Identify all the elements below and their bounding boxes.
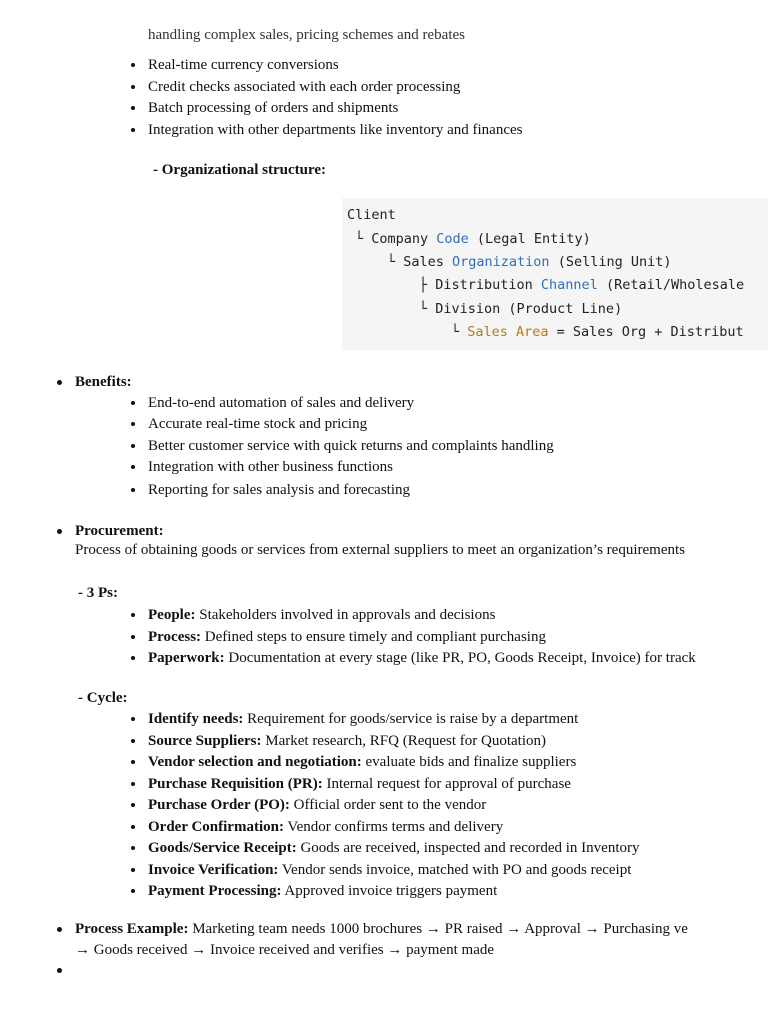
procurement-description: Process of obtaining goods or services from external suppliers to meet an organization’s requirements: [75, 542, 685, 558]
bullet-icon: [131, 106, 135, 110]
org-structure-heading: - Organizational structure:: [153, 162, 327, 178]
list-item: Integration with other business functions: [148, 459, 393, 475]
bullet-icon: [57, 968, 62, 973]
bullet-icon: [131, 85, 135, 89]
cycle-heading: - Cycle:: [78, 690, 128, 706]
bullet-icon: [131, 656, 135, 660]
list-item: Reporting for sales analysis and forecasting: [148, 482, 411, 498]
list-item: Purchase Requisition (PR): Internal request for approval of purchase: [148, 776, 571, 792]
list-item: Credit checks associated with each order processing: [148, 79, 461, 95]
list-item: End-to-end automation of sales and delivery: [148, 395, 415, 411]
code-line: └ Sales Area = Sales Org + Distribut: [451, 324, 744, 340]
bullet-icon: [57, 380, 62, 385]
list-item: Real-time currency conversions: [148, 57, 339, 73]
list-item: Process: Defined steps to ensure timely and compliant purchasing: [148, 629, 546, 645]
list-item: Order Confirmation: Vendor confirms terms and delivery: [148, 819, 504, 835]
bullet-icon: [131, 868, 135, 872]
bullet-icon: [131, 635, 135, 639]
benefits-title: Benefits:: [75, 374, 132, 390]
list-item: Integration with other departments like inventory and finances: [148, 122, 523, 138]
list-item: Batch processing of orders and shipments: [148, 100, 399, 116]
bullet-icon: [131, 739, 135, 743]
bullet-icon: [131, 889, 135, 893]
list-item: Purchase Order (PO): Official order sent to the vendor: [148, 797, 487, 813]
list-item: Invoice Verification: Vendor sends invoice, matched with PO and goods receipt: [148, 862, 632, 878]
process-example-continued: → Goods received → Invoice received and verifies → payment made: [75, 942, 495, 958]
code-line: ├ Distribution Channel (Retail/Wholesale: [419, 277, 745, 293]
bullet-icon: [131, 422, 135, 426]
list-item: Accurate real-time stock and pricing: [148, 416, 368, 432]
bullet-icon: [131, 825, 135, 829]
code-line: └ Sales Organization (Selling Unit): [387, 254, 672, 270]
process-example: Process Example: Marketing team needs 1000 brochures → PR raised → Approval → Purchasing ve: [75, 921, 688, 937]
bullet-icon: [131, 782, 135, 786]
clipped-line: handling complex sales, pricing schemes and rebates: [148, 27, 465, 43]
bullet-icon: [131, 465, 135, 469]
bullet-icon: [131, 760, 135, 764]
bullet-icon: [131, 613, 135, 617]
three-ps-heading: - 3 Ps:: [78, 585, 118, 601]
bullet-icon: [131, 488, 135, 492]
code-line: Client: [347, 207, 396, 223]
bullet-icon: [57, 927, 62, 932]
list-item: Source Suppliers: Market research, RFQ (Request for Quotation): [148, 733, 547, 749]
list-item: Vendor selection and negotiation: evaluate bids and finalize suppliers: [148, 754, 577, 770]
procurement-title: Procurement:: [75, 523, 164, 539]
code-line: └ Company Code (Legal Entity): [355, 231, 591, 247]
bullet-icon: [131, 803, 135, 807]
bullet-icon: [131, 63, 135, 67]
list-item: People: Stakeholders involved in approvals and decisions: [148, 607, 496, 623]
code-line: └ Division (Product Line): [419, 301, 623, 317]
bullet-icon: [131, 401, 135, 405]
list-item: Goods/Service Receipt: Goods are received, inspected and recorded in Inventory: [148, 840, 640, 856]
org-structure-code-block: [342, 198, 768, 350]
list-item: Identify needs: Requirement for goods/service is raise by a department: [148, 711, 579, 727]
list-item: Payment Processing: Approved invoice triggers payment: [148, 883, 498, 899]
bullet-icon: [131, 444, 135, 448]
bullet-icon: [57, 529, 62, 534]
bullet-icon: [131, 717, 135, 721]
bullet-icon: [131, 846, 135, 850]
list-item: Paperwork: Documentation at every stage (like PR, PO, Goods Receipt, Invoice) for track: [148, 650, 696, 666]
list-item: Better customer service with quick returns and complaints handling: [148, 438, 554, 454]
bullet-icon: [131, 128, 135, 132]
